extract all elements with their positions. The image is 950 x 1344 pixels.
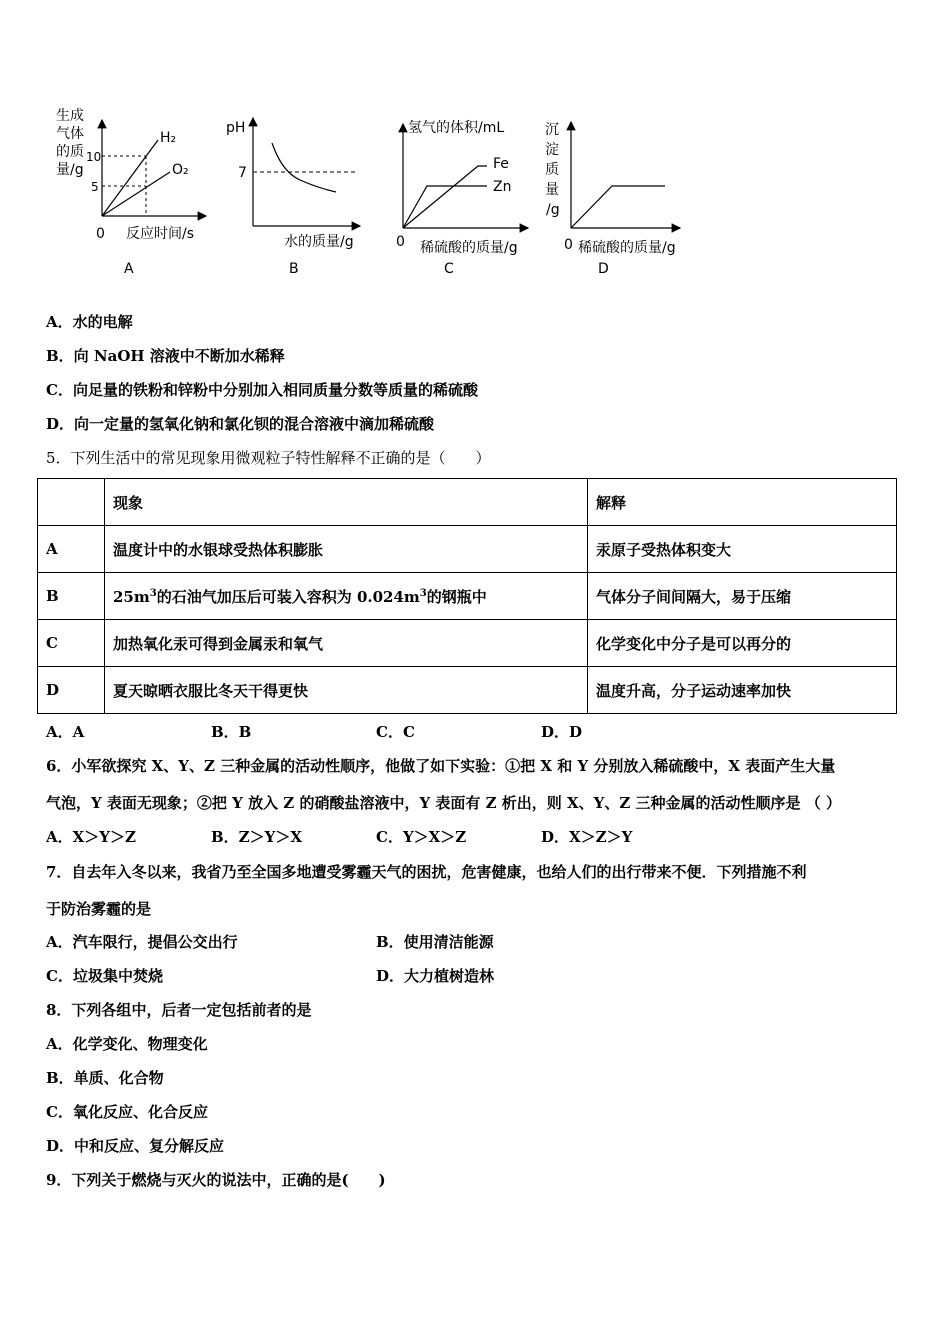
graph-c-ylabel: 氢气的体积/mL — [408, 120, 505, 136]
q8-option-b: B．单质、化合物 — [46, 1069, 164, 1087]
graph-b-ylabel: pH — [226, 120, 246, 136]
graph-d-ylabel-3: 质 — [545, 162, 559, 178]
q4-option-c: C．向足量的铁粉和锌粉中分别加入相同质量分数等质量的稀硫酸 — [46, 381, 478, 399]
q5-option-c: C．C — [376, 723, 415, 741]
graph-d-caption: D — [598, 261, 609, 277]
q7-option-a: A．汽车限行，提倡公交出行 — [46, 933, 238, 951]
q7-stem-line1: 7．自去年入冬以来，我省乃至全国多地遭受雾霾天气的困扰，危害健康，也给人们的出行带来不便．下列措施不利 — [46, 863, 807, 881]
row-label: B — [38, 573, 105, 620]
graph-a-origin: 0 — [96, 226, 105, 242]
q8-option-d: D．中和反应、复分解反应 — [46, 1137, 225, 1155]
graphs-area — [0, 0, 950, 300]
graph-c-origin: 0 — [396, 234, 405, 250]
row-explanation: 温度升高，分子运动速率加快 — [588, 667, 897, 714]
graph-c-zn-label: Zn — [493, 179, 512, 195]
q6-option-d: D．X＞Z＞Y — [541, 828, 633, 846]
q7-option-b: B．使用清洁能源 — [376, 933, 494, 951]
graph-d-ylabel-2: 淀 — [545, 142, 559, 158]
row-phenomenon: 夏天晾晒衣服比冬天干得更快 — [105, 667, 588, 714]
row-explanation: 气体分子间间隔大，易于压缩 — [588, 573, 897, 620]
graph-a-caption: A — [124, 261, 134, 277]
graphs-svg — [0, 0, 950, 300]
q5-option-d: D．D — [541, 723, 583, 741]
table-row — [38, 667, 897, 714]
row-label: C — [38, 620, 105, 667]
graph-b-tick-7: 7 — [238, 165, 247, 181]
graph-a-tick-10: 10 — [86, 150, 102, 164]
q5-option-a: A．A — [46, 723, 85, 741]
q9-stem: 9．下列关于燃烧与灭火的说法中，正确的是( ) — [46, 1171, 386, 1189]
table-row — [38, 573, 897, 620]
q5-table — [37, 478, 897, 714]
q7-stem-line2: 于防治雾霾的是 — [46, 900, 152, 918]
graph-d — [545, 122, 680, 277]
graph-a-h2-label: H₂ — [160, 130, 177, 146]
graph-a-xlabel: 反应时间/s — [126, 226, 195, 242]
phenomenon-part: 的钢瓶中 — [426, 587, 487, 606]
graph-d-line — [571, 186, 665, 228]
q6-options — [46, 826, 706, 847]
superscript: 3 — [149, 587, 157, 599]
table-row — [38, 526, 897, 573]
q6-option-b: B．Z＞Y＞X — [211, 828, 302, 846]
q6-option-a: A．X＞Y＞Z — [46, 828, 136, 846]
q7-options-row2 — [46, 965, 706, 986]
q5-stem: 5．下列生活中的常见现象用微观粒子特性解释不正确的是（ ） — [46, 449, 491, 467]
table-header-explanation: 解释 — [588, 479, 897, 526]
row-phenomenon: 加热氧化汞可得到金属汞和氧气 — [105, 620, 588, 667]
q7-options-row1 — [46, 931, 706, 952]
q4-option-a: A．水的电解 — [46, 313, 133, 331]
q6-stem-line1: 6．小军欲探究 X、Y、Z 三种金属的活动性顺序，他做了如下实验：①把 X 和 Y 分别放入稀硫酸中，X 表面产生大量 — [46, 757, 836, 775]
superscript: 3 — [419, 587, 427, 599]
q7-option-c: C．垃圾集中焚烧 — [46, 967, 163, 985]
graph-a-o2-label: O₂ — [172, 162, 189, 178]
graph-b-caption: B — [289, 261, 299, 277]
row-phenomenon: 温度计中的水银球受热体积膨胀 — [105, 526, 588, 573]
graph-b-curve — [272, 143, 336, 192]
graph-c-fe-label: Fe — [493, 156, 509, 172]
graph-c — [396, 119, 528, 277]
q8-option-a: A．化学变化、物理变化 — [46, 1035, 208, 1053]
graph-a-h2-line — [102, 140, 158, 216]
phenomenon-part: 的石油气加压后可装入容积为 0.024m — [156, 587, 420, 606]
graph-c-xlabel: 稀硫酸的质量/g — [420, 240, 518, 256]
row-explanation: 汞原子受热体积变大 — [588, 526, 897, 573]
row-label: A — [38, 526, 105, 573]
q4-option-d: D．向一定量的氢氧化钠和氯化钡的混合溶液中滴加稀硫酸 — [46, 415, 435, 433]
row-phenomenon — [105, 573, 588, 620]
graph-c-caption: C — [444, 261, 454, 277]
graph-c-zn-line — [403, 186, 487, 228]
q6-stem-line2: 气泡，Y 表面无现象；②把 Y 放入 Z 的硝酸盐溶液中，Y 表面有 Z 析出，则 X、Y、Z 三种金属的活动性顺序是 （ ） — [46, 794, 841, 812]
graph-b-xlabel: 水的质量/g — [284, 234, 354, 250]
graph-a-o2-line — [102, 172, 170, 216]
table-header-phenomenon: 现象 — [105, 479, 588, 526]
graph-a-ylabel-3: 的质 — [56, 144, 84, 160]
table-row — [38, 620, 897, 667]
graph-d-ylabel-1: 沉 — [545, 122, 559, 138]
q8-stem: 8．下列各组中，后者一定包括前者的是 — [46, 1001, 312, 1019]
q7-option-d: D．大力植树造林 — [376, 967, 495, 985]
phenomenon-part: 25m — [113, 587, 150, 606]
row-label: D — [38, 667, 105, 714]
table-cell — [38, 479, 105, 526]
graph-b — [226, 118, 360, 277]
table-header-row — [38, 479, 897, 526]
q5-option-b: B．B — [211, 723, 252, 741]
graph-a — [56, 107, 206, 277]
graph-a-ylabel-1: 生成 — [56, 108, 84, 124]
graph-d-ylabel-5: /g — [546, 202, 560, 218]
row-explanation: 化学变化中分子是可以再分的 — [588, 620, 897, 667]
graph-c-fe-line — [403, 166, 487, 228]
graph-d-origin: 0 — [564, 237, 573, 253]
graph-d-ylabel-4: 量 — [545, 182, 559, 198]
q5-options — [46, 721, 706, 742]
q6-option-c: C．Y＞X＞Z — [376, 828, 467, 846]
q4-option-b: B．向 NaOH 溶液中不断加水稀释 — [46, 347, 285, 365]
graph-a-ylabel-2: 气体 — [56, 126, 84, 142]
graph-a-tick-5: 5 — [91, 180, 99, 194]
q8-option-c: C．氧化反应、化合反应 — [46, 1103, 208, 1121]
graph-a-ylabel-4: 量/g — [56, 162, 84, 178]
graph-d-xlabel: 稀硫酸的质量/g — [578, 240, 676, 256]
